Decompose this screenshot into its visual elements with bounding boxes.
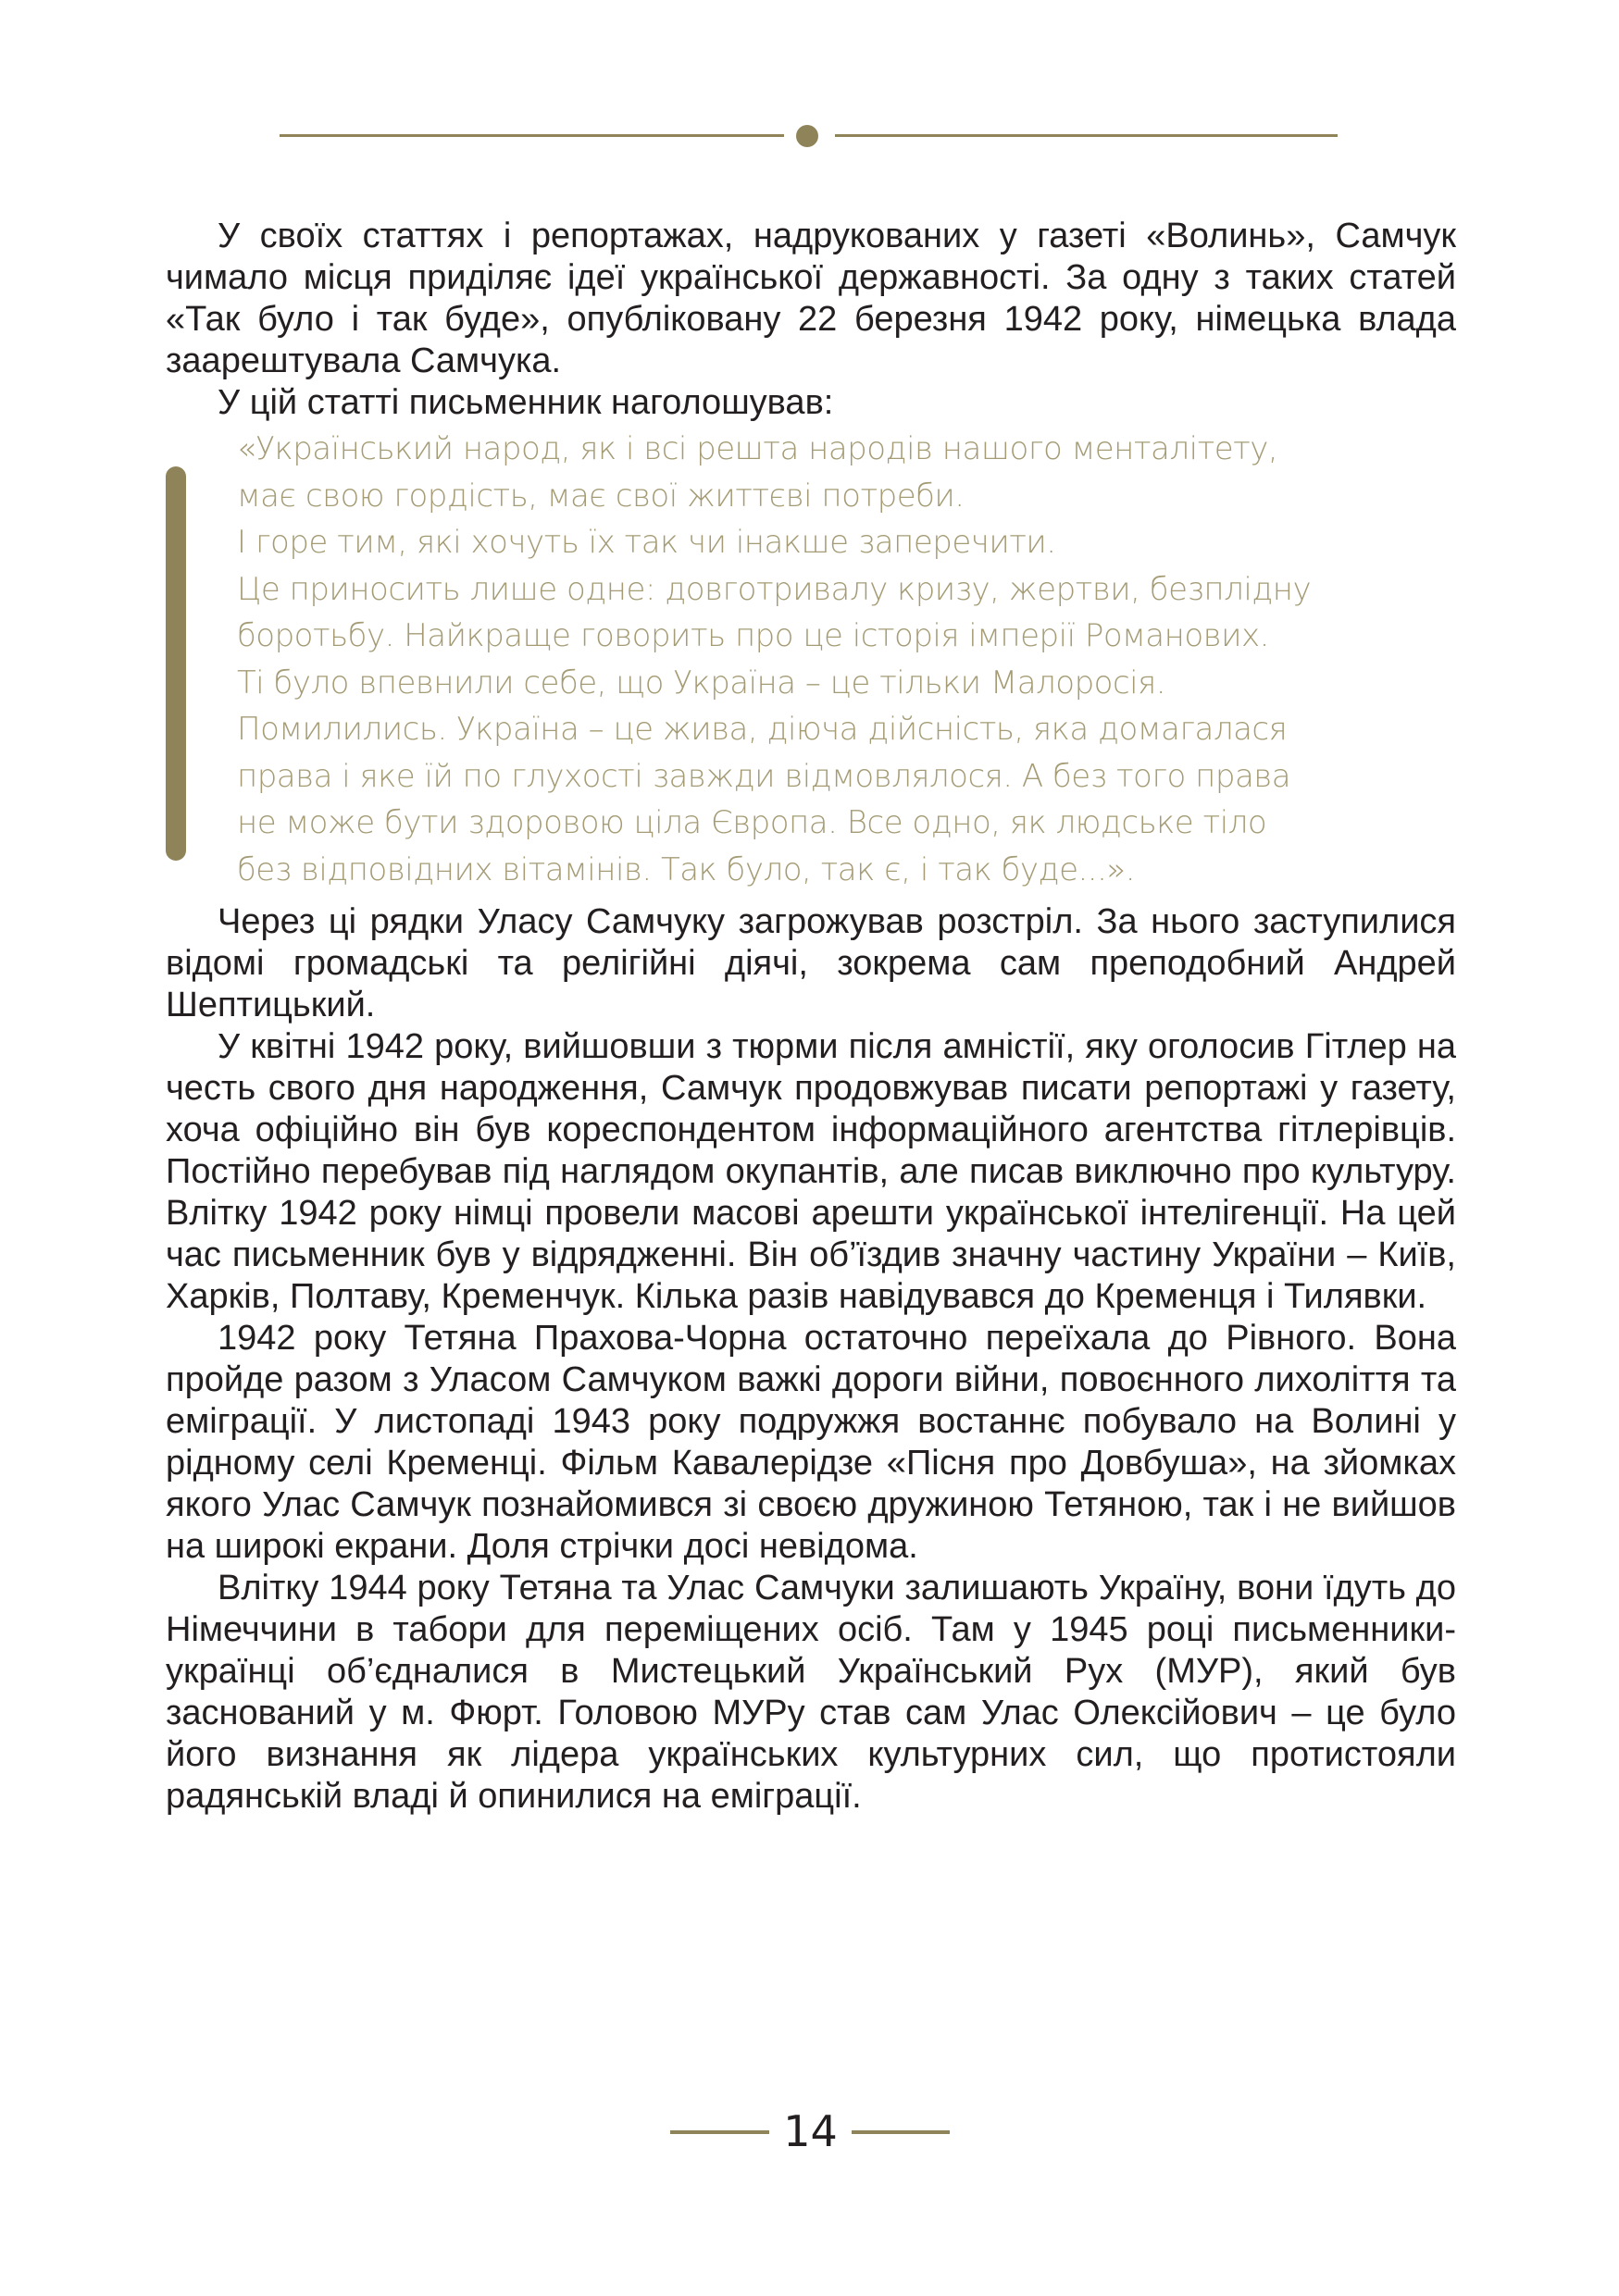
quote-line: має свою гордість, має свої життєві потреби. [237, 477, 965, 515]
paragraph: У квітні 1942 року, вийшовши з тюрми після амністії, яку оголосив Гітлер на честь свого дня народження, Самчук продовжував писати репортажі у газету, хоча офіційно він був кореспондентом інформаційного агентства гітлерівців. Постійно перебував під наглядом окупантів, але писав виключно про культуру. Влітку 1942 року німці провели масові арешти української інтелігенції. На цей час письменник був у відрядженні. Він об’їздив значну частину України – Київ, Харків, Полтаву, Кременчук. Кілька разів навідувався до Кременця і Тилявки. [166, 1027, 1456, 1316]
quote-line: не може бути здоровою ціла Європа. Все одно, як людське тіло [237, 804, 1267, 841]
quote-line: Ті було впевнили себе, що Україна – це тільки Малоросія. [237, 664, 1166, 701]
paragraph: Влітку 1944 року Тетяна та Улас Самчуки залишають Україну, вони їдуть до Німеччини в табори для переміщених осіб. Там у 1945 році письменники-українці об’єдналися в Мистецький Український Рух (МУР), який був заснований у м. Фюрт. Головою МУРу став сам Улас Олексійович – це було його визнання як лідера українських культурних сил, що протистояли радянській владі й опинилися на еміграції. [166, 1569, 1456, 1816]
body-text [166, 901, 1456, 1818]
ornament-dot-icon [796, 125, 818, 147]
quote-line: права і яке їй по глухості завжди відмовлялося. А без того права [237, 757, 1291, 795]
ornament-line-left [280, 134, 784, 137]
quote-block [166, 424, 1456, 888]
quote-bar [166, 466, 186, 861]
page-footer [670, 2104, 950, 2159]
quote-line: Помилились. Україна – це жива, діюча дійсність, яка домагалася [237, 711, 1288, 748]
top-ornament [280, 122, 1338, 150]
ornament-line-right [835, 134, 1338, 137]
quote-line: без відповідних вітамінів. Так було, так є, і так буде...». [237, 850, 1136, 888]
quote-line: боротьбу. Найкраще говорить про це історія імперії Романових. [237, 617, 1269, 654]
footer-line-left [670, 2130, 769, 2134]
paragraph: Через ці рядки Уласу Самчуку загрожував розстріл. За нього заступилися відомі громадські та релігійні діячі, зокрема сам преподобний Андрей Шептицький. [166, 902, 1456, 1024]
page-number: 14 [783, 2106, 838, 2156]
quote-line: «Український народ, як і всі решта народів нашого менталітету, [237, 430, 1278, 467]
paragraph: 1942 року Тетяна Прахова-Чорна остаточно переїхала до Рівного. Вона пройде разом з Уласом Самчуком важкі дороги війни, повоєнного лихоліття та еміграції. У листопаді 1943 року подружжя востаннє побувало на Волині у рідному селі Кременці. Фільм Кавалерідзе «Пісня про Довбуша», на зйомках якого Улас Самчук познайомився зі своєю дружиною Тетяною, так і не вийшов на широкі екрани. Доля стрічки досі невідома. [166, 1319, 1456, 1566]
page-content [166, 216, 1456, 1818]
footer-line-right [852, 2130, 950, 2134]
quote-line: Це приносить лише одне: довготривалу кризу, жертви, безплідну [237, 570, 1312, 608]
paragraph: У своїх статтях і репортажах, надрукованих у газеті «Волинь», Самчук чимало місця приділяє ідеї української державності. За одну з таких статей «Так було і так буде», опубліковану 22 березня 1942 року, німецька влада заарештувала Самчука. [166, 217, 1456, 380]
paragraph: У цій статті письменник наголошував: [218, 383, 834, 422]
quote-line: І горе тим, які хочуть їх так чи інакше заперечити. [237, 524, 1056, 561]
